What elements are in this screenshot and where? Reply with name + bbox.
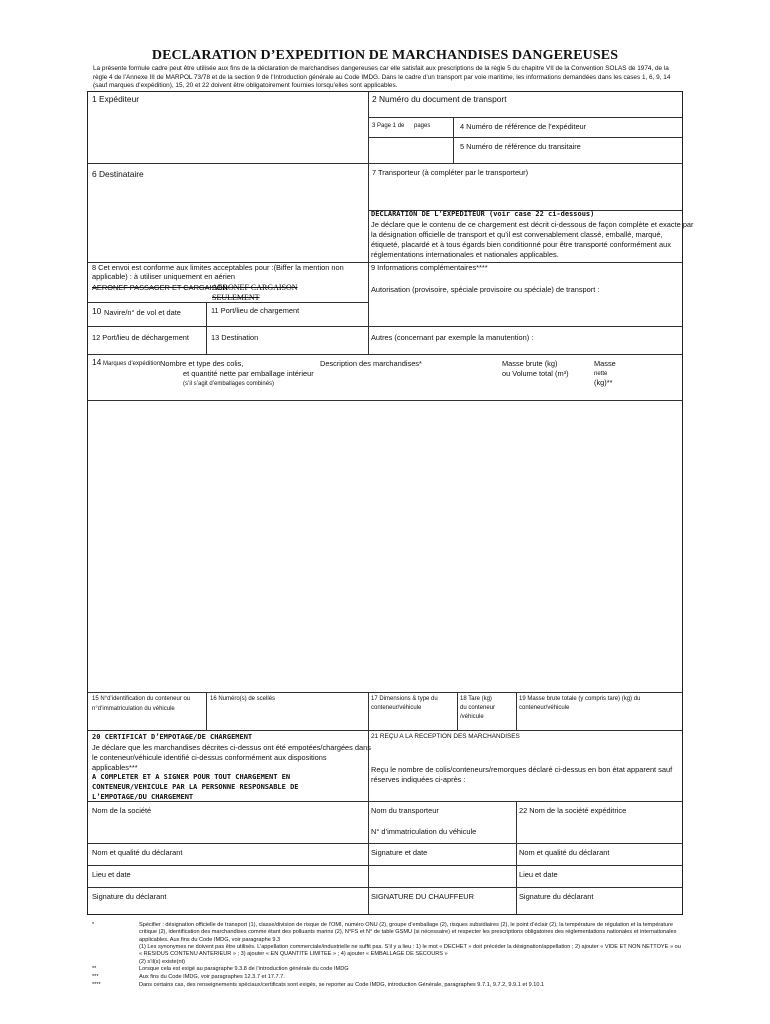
box15-line2: n°d’immatriculation du véhicule bbox=[92, 706, 175, 712]
place-date-label-2: Lieu et date bbox=[519, 870, 558, 879]
box11-label: 11 Port/lieu de chargement bbox=[211, 306, 300, 315]
box15-line1: 15 N°d’identification du conteneur ou bbox=[92, 696, 191, 702]
box19-line2: conteneur/véhicule bbox=[519, 705, 570, 711]
box18-line1: 18 Tare (kg) bbox=[460, 696, 492, 702]
box12-label: 12 Port/lieu de déchargement bbox=[92, 333, 189, 342]
box17-line2: conteneur/véhicule bbox=[371, 705, 422, 711]
box10-label: Navire/n° de vol et date bbox=[104, 308, 181, 317]
box9-authorisation: Autorisation (provisoire, spéciale provisoire ou spéciale) de transport : bbox=[371, 285, 600, 294]
box2-label: 2 Numéro du document de transport bbox=[372, 94, 507, 104]
declaration-line4: réglementations internationales et nationales applicables. bbox=[371, 250, 559, 259]
box1-label: 1 Expéditeur bbox=[92, 94, 140, 104]
box7-label: 7 Transporteur (à compléter par le transporteur) bbox=[372, 168, 529, 177]
box8-option-passenger[interactable]: AERONEF PASSAGER ET CARGAISON bbox=[92, 283, 228, 292]
box9-label: 9 Informations complémentaires**** bbox=[371, 263, 488, 272]
box18-line2: du conteneur bbox=[460, 705, 496, 711]
footnote-4: Dans certains cas, des renseignements spéciaux/certificats sont exigés, se reporter au Code IMDG, introduction Générale, paragraphes 9.7.1, 9.7.2, 9.9.1 et 9.10.1 bbox=[139, 982, 545, 988]
footnote-1c: (2) s’il(s) existe(nt) bbox=[139, 959, 185, 965]
box20-bold1: A COMPLETER ET A SIGNER POUR TOUT CHARGEMENT EN bbox=[92, 773, 291, 781]
carrier-name-label: Nom du transporteur bbox=[371, 806, 439, 815]
box18-line3: /véhicule bbox=[460, 714, 484, 720]
driver-signature-label: SIGNATURE DU CHAUFFEUR bbox=[371, 892, 474, 901]
box3-page-label: 3 Page 1 de bbox=[372, 123, 405, 129]
box8-option-cargo[interactable]: AERONEF CARGAISON bbox=[212, 283, 298, 292]
company-name-label: Nom de la société bbox=[92, 806, 152, 815]
intro-text: La présente formule cadre peut être utilisée aux fins de la déclaration de marchandises dangereuses car elle satisfait aux prescriptions de la règle 5 du chapitre VII de la Convention SOLAS de 1974, de la règle 4 de l’Annexe III de MARPOL 73/78 et de la section 9 de l’Introduction générale au Code IMDG. Dans le cadre d’un transport par voie maritime, les informations demandées dans les cases 1, 6, 9, 14 (sauf marques d’expédition), 15, 20 et 22 doivent être obligatoirement fournies lorsqu’elles sont applicables. bbox=[93, 65, 671, 90]
footnote-3: Aux fins du Code IMDG, voir paragraphes 12.3.7 et 17.7.7. bbox=[139, 974, 285, 980]
box21-line2: réserves indiquées ci-après : bbox=[371, 775, 466, 784]
footnote-marker-1: * bbox=[92, 922, 95, 928]
place-date-label: Lieu et date bbox=[92, 870, 131, 879]
box8-line2: applicable) : à utiliser uniquement en aérien bbox=[92, 272, 235, 281]
box5-label: 5 Numéro de référence du transitaire bbox=[460, 142, 581, 151]
footnote-marker-2: ** bbox=[92, 966, 97, 972]
signature-date-label: Signature et date bbox=[371, 848, 428, 857]
box20-line3: applicables*** bbox=[92, 763, 138, 772]
box10-number: 10 bbox=[92, 306, 102, 316]
box16-label: 16 Numéro(s) de scellés bbox=[210, 696, 276, 702]
box17-line1: 17 Dimensions & type du bbox=[371, 696, 438, 702]
footnote-1b: (1) Les synonymes ne doivent pas être utilisés. L’appellation commerciale/industrielle ne suffit pas. S’il y a lieu : 1) le mot « DECHET » doit précéder la désignation/appellation ; 2) ajouter « VIDE ET NON NETTOYE » ou « RESIDUS CONTENU ANTERIEUR » ; 3) ajouter « EN QUANTITE LIMITEE » ; 4) ajouter « EMBALLAGE DE SECOURS » bbox=[139, 944, 681, 958]
box19-line1: 19 Masse brute totale (y compris tare) (kg) du bbox=[519, 696, 641, 702]
declarant-name-label: Nom et qualité du déclarant bbox=[92, 848, 183, 857]
box13-label: 13 Destination bbox=[211, 333, 259, 342]
box14-description: Description des marchandises* bbox=[320, 359, 422, 368]
box20-heading: 20 CERTIFICAT D’EMPOTAGE/DE CHARGEMENT bbox=[92, 733, 253, 741]
footnote-1a: Spécifier : désignation officielle de transport (1), classe/division de risque de l’OMI, numéro ONU (2), groupe d’emballage (2), risques subsidiaires (2), le point d’éclair (2), la température de régulation et la température critique (2), identification des marchandises comme étant des polluants marins (2), N°FS et N° de table GSMU (si nécessaire) et respecter les prescriptions obligatoires des réglementations nationales et internationales applicables. Aux fins du Code IMDG, voir paragraphe 9.3 bbox=[139, 922, 677, 943]
box22-label: 22 Nom de la société expéditrice bbox=[519, 806, 627, 815]
declaration-line3: étiqueté, placardé et à tous égards bien conditionné pour être transporté conformément aux bbox=[371, 240, 671, 249]
footnote-2: Lorsque cela est exigé au paragraphe 9.3.8 de l’introduction générale du code IMDG bbox=[139, 966, 349, 972]
box20-bold2: CONTENEUR/VEHICULE PAR LA PERSONNE RESPONSABLE DE bbox=[92, 783, 299, 791]
box14-marks: Marques d’expédition bbox=[103, 361, 161, 367]
box8-option-cargo-only[interactable]: SEULEMENT bbox=[212, 293, 260, 302]
box14-net-kg: (kg)** bbox=[594, 378, 613, 387]
declarant-signature-label: Signature du déclarant bbox=[92, 892, 167, 901]
vehicle-reg-label: N° d’immatriculation du véhicule bbox=[371, 827, 477, 836]
declarant-signature-label-2: Signature du déclarant bbox=[519, 892, 594, 901]
box14-number: 14 bbox=[92, 357, 102, 367]
declaration-line2: la désignation officielle de transport et qu’il est convenablement classé, emballé, marqué, bbox=[371, 230, 663, 239]
footnote-marker-3: *** bbox=[92, 974, 99, 980]
footnote-marker-4: **** bbox=[92, 982, 101, 988]
box8-line1: 8 Cet envoi est conforme aux limites acceptables pour :(Biffer la mention non bbox=[92, 263, 344, 272]
declaration-line1: Je déclare que le contenu de ce chargement est décrit ci-dessous de façon complète et exacte par bbox=[371, 220, 694, 229]
box21-line1: Reçu le nombre de colis/conteneurs/remorques déclaré ci-dessus en bon état apparent sauf bbox=[371, 765, 673, 774]
box14-nature: Nombre et type des colis, bbox=[160, 359, 244, 368]
declarant-name-label-2: Nom et qualité du déclarant bbox=[519, 848, 610, 857]
box14-net: nette bbox=[594, 371, 608, 377]
box6-label: 6 Destinataire bbox=[92, 169, 144, 179]
box14-gross-volume: ou Volume total (m³) bbox=[502, 369, 569, 378]
box21-heading: 21 REÇU A LA RECEPTION DES MARCHANDISES bbox=[371, 733, 520, 740]
box3-pages-label: pages bbox=[414, 123, 431, 129]
others-label: Autres (concernant par exemple la manutention) : bbox=[371, 333, 534, 342]
box20-bold3: L’EMPOTAGE/DU CHARGEMENT bbox=[92, 793, 194, 801]
form-title: DECLARATION D’EXPEDITION DE MARCHANDISES DANGEREUSES bbox=[151, 48, 619, 63]
box4-label: 4 Numéro de référence de l’expéditeur bbox=[460, 122, 587, 131]
box14-combined: (s’il s’agit d’emballages combinés) bbox=[183, 381, 275, 387]
declaration-heading: DECLARATION DE L’EXPEDITEUR (voir case 22 ci-dessous) bbox=[371, 210, 595, 218]
box14-gross-mass: Masse brute (kg) bbox=[502, 359, 558, 368]
box20-line2: le conteneur/véhicule identifié ci-dessus conformément aux dispositions bbox=[92, 753, 327, 762]
box14-net-mass: Masse bbox=[594, 359, 616, 368]
box20-line1: Je déclare que les marchandises décrites ci-dessus ont été empotées/chargées dans bbox=[92, 743, 371, 752]
box14-quantity: et quantité nette par emballage intérieur bbox=[183, 369, 314, 378]
